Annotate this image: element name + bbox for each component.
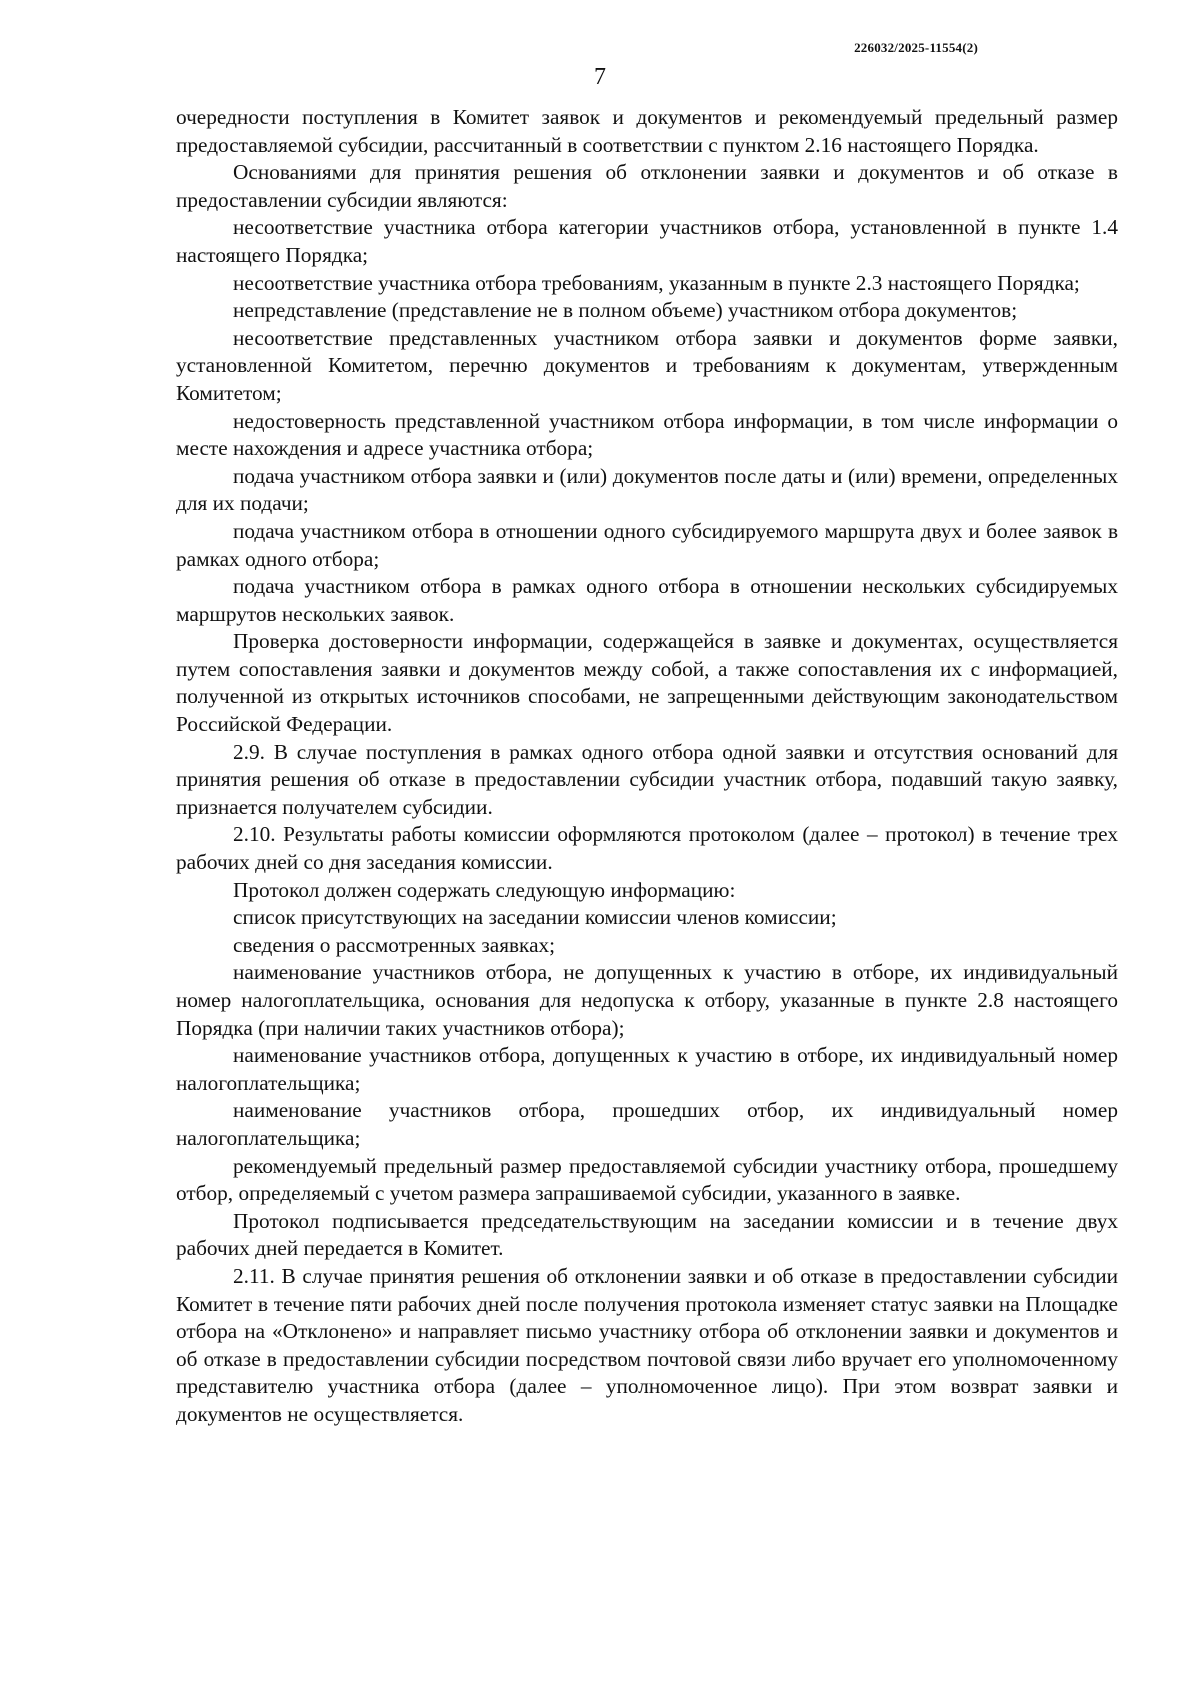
paragraph-section-2-10: 2.10. Результаты работы комиссии оформляются протоколом (далее – протокол) в течение трех рабочих дней со дня заседания комиссии. xyxy=(176,822,1118,875)
list-item-category-mismatch: несоответствие участника отбора категории участников отбора, установленной в пункте 1.4 настоящего Порядка; xyxy=(176,215,1118,267)
document-id: 226032/2025-11554(2) xyxy=(854,40,978,55)
list-item-late-submission: подача участником отбора заявки и (или) документов после даты и (или) времени, определенных для их подачи; xyxy=(176,463,1118,516)
list-item-admitted: наименование участников отбора, допущенных к участию в отборе, их индивидуальный номер налогоплательщика; xyxy=(176,1043,1118,1095)
paragraph-section-2-11: 2.11. В случае принятия решения об отклонении заявки и об отказе в предоставлении субсидии Комитет в течение пяти рабочих дней после получения протокола изменяет статус заявки на Площадке отбора на «Отклонено» и направляет письмо участнику отбора об отклонении заявки и документов и об отказе в предоставлении субсидии посредством почтовой связи либо вручает его уполномоченному представителю участника отбора (далее – уполномоченное лицо). При этом возврат заявки и документов не осуществляется. xyxy=(176,1263,1118,1426)
paragraph-verification: Проверка достоверности информации, содержащейся в заявке и документах, осуществляется путем сопоставления заявки и документов между собой, а также сопоставления их с информацией, полученной из открытых источников способами, не запрещенными действующим законодательством Российской Федерации. xyxy=(176,629,1118,737)
list-item-requirements-mismatch: несоответствие участника отбора требованиям, указанным в пункте 2.3 настоящего Порядка; xyxy=(233,270,1080,295)
list-item-not-admitted: наименование участников отбора, не допущенных к участию в отборе, их индивидуальный номер налогоплательщика, основания для недопуска к отбору, указанные в пункте 2.8 настоящего Порядка (при наличии таких участников отбора); xyxy=(176,960,1118,1040)
paragraph-protocol-content: Протокол должен содержать следующую информацию: xyxy=(233,877,736,902)
list-item-unreliable-info: недостоверность представленной участником отбора информации, в том числе информации о месте нахождения и адресе участника отбора; xyxy=(176,408,1118,461)
list-item-form-mismatch: несоответствие представленных участником отбора заявки и документов форме заявки, установленной Комитетом, перечню документов и требованиям к документам, утвержденным Комитетом; xyxy=(176,325,1118,405)
paragraph-rejection-grounds: Основаниями для принятия решения об отклонении заявки и документов и об отказе в предоставлении субсидии являются: xyxy=(176,160,1118,212)
list-item-duplicate-route: подача участником отбора в отношении одного субсидируемого маршрута двух и более заявок в рамках одного отбора; xyxy=(176,518,1118,571)
document-body xyxy=(176,104,1118,1429)
list-item-passed: наименование участников отбора, прошедших отбор, их индивидуальный номер налогоплательщика; xyxy=(176,1098,1118,1150)
page-number: 7 xyxy=(594,64,606,90)
list-item-attendees: список присутствующих на заседании комиссии членов комиссии; xyxy=(233,905,837,930)
list-item-applications: сведения о рассмотренных заявках; xyxy=(233,932,556,957)
list-item-multiple-routes: подача участником отбора в рамках одного отбора в отношении нескольких субсидируемых маршрутов нескольких заявок. xyxy=(176,574,1118,626)
list-item-subsidy-size: рекомендуемый предельный размер предоставляемой субсидии участнику отбора, прошедшему отбор, определяемый с учетом размера запрашиваемой субсидии, указанного в заявке. xyxy=(176,1153,1118,1206)
paragraph-protocol-signing: Протокол подписывается председательствующим на заседании комиссии и в течение двух рабочих дней передается в Комитет. xyxy=(176,1208,1118,1261)
paragraph-section-2-9: 2.9. В случае поступления в рамках одного отбора одной заявки и отсутствия оснований для принятия решения об отказе в предоставлении субсидии участник отбора, подавший такую заявку, признается получателем субсидии. xyxy=(176,739,1118,819)
paragraph-continuation: очередности поступления в Комитет заявок и документов и рекомендуемый предельный размер предоставляемой субсидии, рассчитанный в соответствии с пунктом 2.16 настоящего Порядка. xyxy=(176,105,1118,157)
list-item-documents-missing: непредставление (представление не в полном объеме) участником отбора документов; xyxy=(233,298,1018,323)
